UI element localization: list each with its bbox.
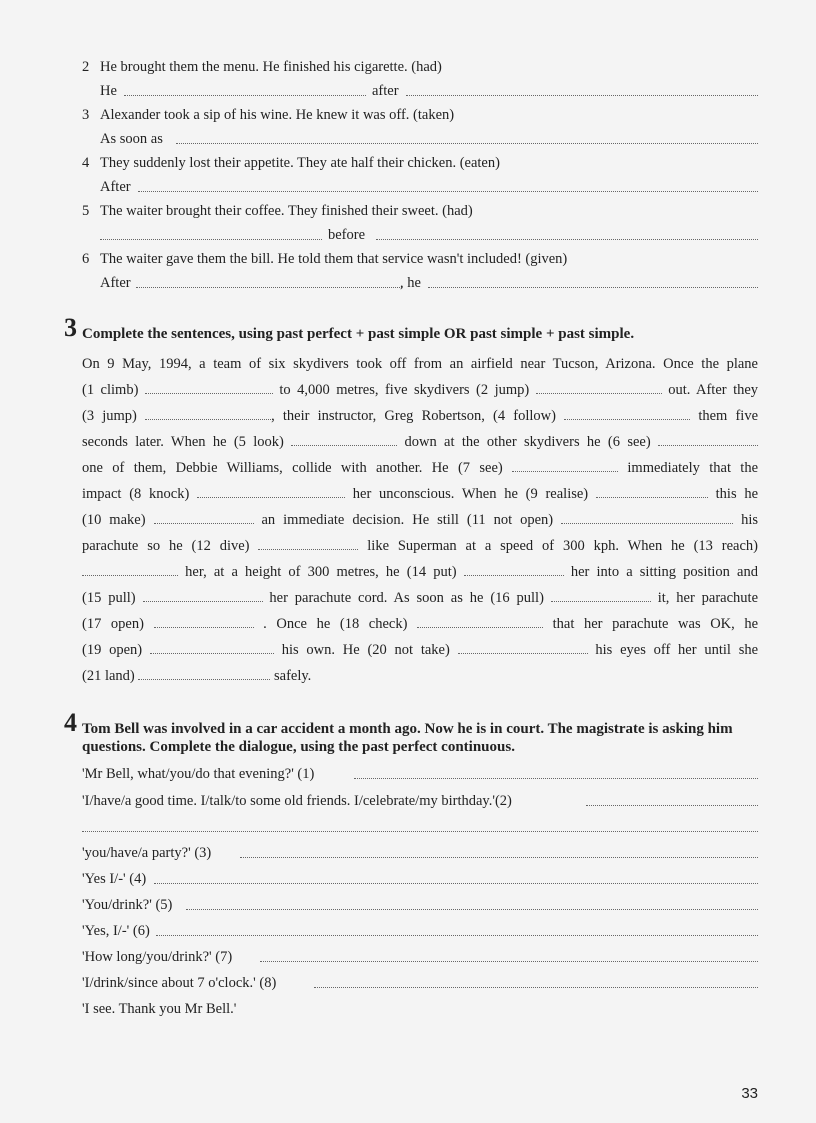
blank-6[interactable] [658, 433, 758, 446]
exercise-instruction: Tom Bell was involved in a car accident a month ago. Now he is in court. The magistrate is asking him questions. Complete the dialogue, using the past perfect continuous. [82, 721, 733, 755]
text-segment: her, at a height of 300 metres, he (14 put) [185, 564, 457, 580]
exercise-number: 3 [64, 313, 77, 342]
ex4-closing [82, 997, 758, 1021]
text-segment: it, her parachute [657, 590, 759, 606]
text-segment: (19 open) [82, 642, 143, 658]
text-segment: immediately that the [627, 460, 759, 476]
item-number: 4 [82, 155, 90, 171]
blank-2[interactable] [536, 381, 662, 394]
text-segment: one of them, Debbie Williams, collide with another. He (7 see) [82, 460, 503, 476]
exercise-instruction: Complete the sentences, using past perfect + past simple OR past simple + past simple. [82, 326, 635, 342]
text-segment: , their instructor, Greg Robertson, (4 follow) [271, 408, 556, 424]
dialogue-text: 'I/drink/since about 7 o'clock.' (8) [82, 975, 277, 991]
text-segment: safely. [274, 668, 312, 684]
ex3-line-3 [82, 403, 758, 429]
item-number: 2 [82, 59, 90, 75]
answer-blank[interactable] [586, 793, 758, 806]
blank-9[interactable] [596, 485, 708, 498]
text-segment: an immediate decision. He still (11 not open) [261, 512, 554, 528]
item-prompt: The waiter gave them the bill. He told them that service wasn't included! (given) [100, 251, 568, 267]
text-segment: his [741, 512, 759, 528]
text-segment: (1 climb) [82, 382, 139, 398]
text-segment: his own. He (20 not take) [281, 642, 450, 658]
answer-blank[interactable] [154, 871, 758, 884]
ex3-line-2 [82, 377, 758, 403]
text-segment: like Superman at a speed of 300 kph. When he (13 reach) [367, 538, 759, 554]
ex2-answer-3[interactable] [0, 127, 816, 151]
dialogue-text: 'I see. Thank you Mr Bell.' [82, 1001, 237, 1017]
answer-lead: After [100, 275, 131, 291]
answer-blank[interactable] [100, 227, 322, 240]
ex2-item-6 [0, 247, 816, 271]
ex2-item-2 [0, 55, 816, 79]
ex3-line-12 [82, 637, 758, 663]
answer-blank[interactable] [82, 819, 758, 832]
ex4-line-7[interactable] [82, 945, 758, 969]
text-segment: seconds later. When he (5 look) [82, 434, 284, 450]
blank-15[interactable] [143, 589, 263, 602]
answer-blank[interactable] [136, 275, 402, 288]
text-segment: (17 open) [82, 616, 144, 632]
exercise-number: 4 [64, 708, 77, 737]
ex3-line-11 [82, 611, 758, 637]
answer-blank[interactable] [156, 923, 758, 936]
dialogue-text: 'You/drink?' (5) [82, 897, 173, 913]
ex2-item-3 [0, 103, 816, 127]
ex4-line-6[interactable] [82, 919, 758, 943]
answer-blank[interactable] [406, 83, 758, 96]
dialogue-text: 'How long/you/drink?' (7) [82, 949, 233, 965]
blank-20[interactable] [458, 641, 588, 654]
answer-middle: after [372, 83, 399, 99]
ex2-item-4 [0, 151, 816, 175]
ex3-line-5 [82, 455, 758, 481]
answer-blank[interactable] [176, 131, 758, 144]
text-segment: to 4,000 metres, five skydivers (2 jump) [279, 382, 530, 398]
blank-11[interactable] [561, 511, 733, 524]
text-segment: his eyes off her until she [595, 642, 759, 658]
ex3-line-10 [82, 585, 758, 611]
text-segment: that her parachute was OK, he [552, 616, 759, 632]
ex2-answer-2[interactable] [0, 79, 816, 103]
ex4-line-3[interactable] [82, 841, 758, 865]
ex2-answer-4[interactable] [0, 175, 816, 199]
dialogue-text: 'Yes, I/-' (6) [82, 923, 150, 939]
blank-8[interactable] [197, 485, 345, 498]
answer-lead: After [100, 179, 131, 195]
ex2-answer-5[interactable] [0, 223, 816, 247]
text-segment: her into a sitting position and [570, 564, 758, 580]
blank-10[interactable] [154, 511, 254, 524]
item-number: 6 [82, 251, 90, 267]
blank-4[interactable] [564, 407, 690, 420]
text-segment: (10 make) [82, 512, 146, 528]
item-prompt: The waiter brought their coffee. They finished their sweet. (had) [100, 203, 473, 219]
ex2-item-5 [0, 199, 816, 223]
text-segment: them five [698, 408, 759, 424]
dialogue-text: 'Mr Bell, what/you/do that evening?' (1) [82, 766, 315, 782]
blank-16[interactable] [551, 589, 651, 602]
ex4-line-5[interactable] [82, 893, 758, 917]
ex4-line-1[interactable] [82, 762, 758, 786]
blank-3[interactable] [145, 407, 271, 420]
answer-blank[interactable] [186, 897, 758, 910]
text-segment: (3 jump) [82, 408, 137, 424]
blank-19[interactable] [150, 641, 274, 654]
item-prompt: Alexander took a sip of his wine. He knew it was off. (taken) [100, 107, 455, 123]
page-number: 33 [741, 1085, 758, 1102]
answer-blank[interactable] [124, 83, 366, 96]
answer-blank[interactable] [260, 949, 758, 962]
ex3-line-9 [82, 559, 758, 585]
ex3-line-6 [82, 481, 758, 507]
dialogue-text: 'you/have/a party?' (3) [82, 845, 212, 861]
item-prompt: They suddenly lost their appetite. They ate half their chicken. (eaten) [100, 155, 500, 171]
text-segment: (21 land) [82, 668, 135, 684]
blank-5[interactable] [291, 433, 397, 446]
text-segment: impact (8 knock) [82, 486, 190, 502]
blank-13[interactable] [82, 563, 178, 576]
answer-blank[interactable] [240, 845, 758, 858]
dialogue-text: 'I/have/a good time. I/talk/to some old friends. I/celebrate/my birthday.'(2) [82, 793, 512, 809]
answer-blank[interactable] [428, 275, 758, 288]
dialogue-text: 'Yes I/-' (4) [82, 871, 147, 887]
blank-14[interactable] [464, 563, 564, 576]
text-segment: . Once he (18 check) [263, 616, 408, 632]
item-number: 5 [82, 203, 90, 219]
ex4-line-2[interactable] [82, 789, 758, 813]
ex4-line-8[interactable] [82, 971, 758, 995]
text-segment: this he [715, 486, 759, 502]
answer-blank[interactable] [314, 975, 758, 988]
blank-7[interactable] [512, 459, 618, 472]
ex3-line-13 [82, 663, 758, 689]
answer-lead: As soon as [100, 131, 163, 147]
ex3-line-1 [82, 351, 758, 377]
text-segment: out. After they [668, 382, 759, 398]
text-segment: her unconscious. When he (9 realise) [352, 486, 589, 502]
text-segment: her parachute cord. As soon as he (16 pull) [269, 590, 544, 606]
text-segment: down at the other skydivers he (6 see) [404, 434, 651, 450]
answer-lead: He [100, 83, 117, 99]
answer-blank[interactable] [138, 179, 758, 192]
ex4-line-4[interactable] [82, 867, 758, 891]
text-segment: (15 pull) [82, 590, 136, 606]
blank-1[interactable] [145, 381, 273, 394]
answer-blank[interactable] [354, 766, 758, 779]
blank-21[interactable] [138, 667, 270, 680]
answer-blank[interactable] [376, 227, 758, 240]
blank-17[interactable] [154, 615, 254, 628]
ex3-line-4 [82, 429, 758, 455]
text-segment: On 9 May, 1994, a team of six skydivers took off from an airfield near Tucson, Arizona. Once the plane [82, 356, 758, 372]
ex3-line-8 [82, 533, 758, 559]
item-number: 3 [82, 107, 90, 123]
item-prompt: He brought them the menu. He finished his cigarette. (had) [100, 59, 442, 75]
ex4-line-2-continued[interactable] [82, 815, 758, 839]
ex3-line-7 [82, 507, 758, 533]
blank-12[interactable] [258, 537, 358, 550]
blank-18[interactable] [417, 615, 543, 628]
text-segment: parachute so he (12 dive) [82, 538, 250, 554]
ex2-answer-6[interactable] [0, 271, 816, 295]
answer-middle: before [328, 227, 366, 243]
answer-middle: , he [400, 275, 421, 291]
